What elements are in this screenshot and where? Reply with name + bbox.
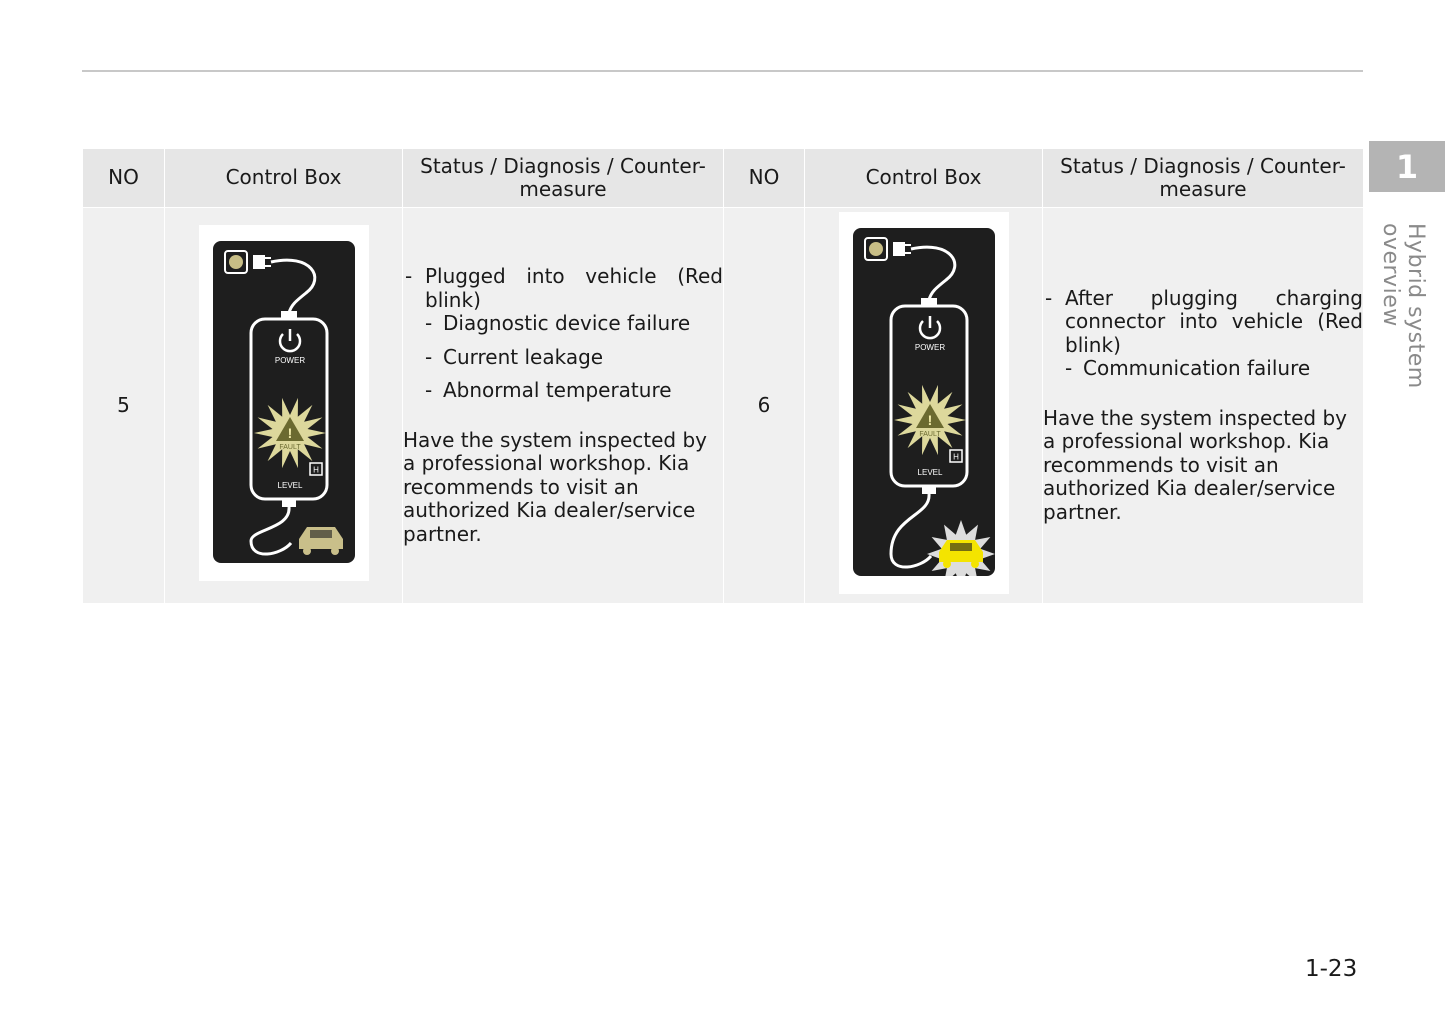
header-status: Status / Diagnosis / Counter- measure — [403, 149, 724, 208]
header-control-box: Control Box — [165, 149, 403, 208]
chapter-tab[interactable]: 1 — [1369, 141, 1445, 192]
status-main-text: After plugging charging connector into vehicle (Red blink) — [1065, 285, 1363, 357]
header-no: NO — [83, 149, 165, 208]
control-box-cell — [805, 208, 1043, 604]
page-number: 1-23 — [1305, 956, 1358, 982]
status-item: - After plugging charging connector into vehicle (Red blink) — [1045, 285, 1363, 357]
socket-icon — [229, 255, 243, 269]
header-no: NO — [724, 149, 805, 208]
plug-icon — [253, 255, 265, 269]
control-box-cell — [165, 208, 403, 604]
plug-icon — [893, 242, 905, 256]
status-cell — [403, 208, 724, 604]
fault-label: FAULT — [278, 443, 301, 451]
exclamation-icon: ! — [927, 411, 932, 428]
power-label: POWER — [914, 342, 945, 352]
car-window — [950, 543, 972, 551]
table-header-row — [83, 149, 1364, 208]
level-label: LEVEL — [277, 480, 302, 490]
countermeasure-text: Have the system inspected by a professional workshop. Kia recommends to visit an authorized Kia dealer/service partner. — [1043, 405, 1348, 524]
control-box-panel-image — [211, 233, 357, 573]
diagnosis-item: - Abnormal temperature — [425, 378, 672, 402]
car-wheel — [943, 560, 951, 568]
level-label: LEVEL — [917, 467, 942, 477]
socket-icon — [869, 242, 883, 256]
status-cell — [1043, 208, 1364, 604]
top-rule — [82, 70, 1363, 72]
connector-icon — [282, 499, 296, 507]
countermeasure-text: Have the system inspected by a professional workshop. Kia recommends to visit an authorized Kia dealer/service partner. — [403, 427, 708, 546]
table-row — [83, 208, 1364, 604]
control-box-image — [199, 225, 369, 581]
panel-body — [213, 241, 355, 563]
level-h-label: H — [952, 452, 959, 462]
status-main-text: Plugged into vehicle (Red blink) — [425, 264, 723, 312]
level-h-label: H — [312, 465, 319, 475]
car-wheel — [331, 547, 339, 555]
power-label: POWER — [274, 355, 305, 365]
diagnosis-list — [1043, 357, 1363, 381]
fault-label: FAULT — [918, 430, 941, 438]
diagnosis-item: - Communication failure — [1065, 356, 1311, 381]
car-wheel — [303, 547, 311, 555]
header-control-box: Control Box — [805, 149, 1043, 208]
diagnosis-table — [82, 148, 1364, 604]
chapter-title: Hybrid system overview — [1378, 223, 1428, 389]
diagnosis-item: - Current leakage — [425, 344, 604, 369]
row-number: 6 — [724, 208, 805, 604]
diagnosis-item: - Diagnostic device failure — [425, 311, 691, 335]
exclamation-icon: ! — [287, 424, 292, 441]
car-wheel — [971, 560, 979, 568]
control-box-panel-image — [851, 220, 997, 586]
control-box-image — [839, 212, 1009, 594]
diagnosis-list — [403, 312, 723, 403]
status-item: - Plugged into vehicle (Red blink) — [405, 264, 723, 312]
header-status: Status / Diagnosis / Counter- measure — [1043, 149, 1364, 208]
car-window — [310, 530, 332, 538]
connector-icon — [922, 486, 936, 494]
row-number: 5 — [83, 208, 165, 604]
